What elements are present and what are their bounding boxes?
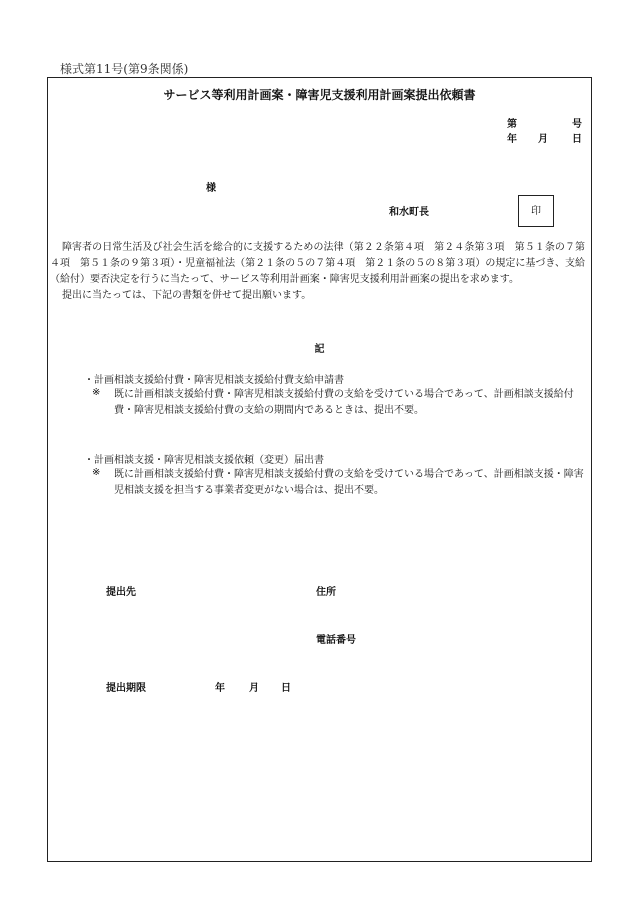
- deadline-month: 月: [249, 683, 259, 694]
- issuer-name: 和水町長: [389, 207, 429, 218]
- deadline-label: 提出期限: [106, 683, 146, 694]
- document-title: サービス等利用計画案・障害児支援利用計画案提出依頼書: [163, 88, 476, 102]
- deadline-year: 年: [215, 683, 225, 694]
- document-frame: [47, 77, 592, 862]
- body-text: [50, 240, 585, 304]
- addressee-suffix: 様: [206, 183, 216, 194]
- body-paragraph-2: 提出に当たっては、下記の書類を併せて提出願います。: [62, 290, 312, 301]
- item-1-note: 既に計画相談支援給付費・障害児相談支援給付費の支給を受けている場合であって、計画相談支援給付費・障害児相談支援給付費の支給の期間内であるときは、提出不要。: [114, 389, 574, 416]
- item-2-note-mark: ※: [92, 467, 101, 478]
- address-label: 住所: [316, 587, 336, 598]
- date-month: 月: [538, 134, 548, 145]
- body-paragraph-1: 障害者の日常生活及び社会生活を総合的に支援するための法律（第２２条第４項 第２４条第３項 第５１条の７第４項 第５１条の９第３項）・児童福祉法（第２１条の５の７第４項 第２１条の５の８第３項）の規定に基づき、支給（給付）要否決定を行うに当たって、サービス等利用計画案・障害児支援利用計画案の提出を求めます。: [50, 242, 585, 285]
- item-2-note: 既に計画相談支援給付費・障害児相談支援給付費の支給を受けている場合であって、計画相談支援・障害児相談支援を担当する事業者変更がない場合は、提出不要。: [114, 469, 584, 496]
- ki-heading: 記: [314, 344, 325, 355]
- destination-label: 提出先: [106, 587, 136, 598]
- phone-label: 電話番号: [316, 635, 356, 646]
- number-dai: 第: [507, 119, 517, 130]
- seal-box: 印: [518, 195, 554, 227]
- date-year: 年: [507, 134, 517, 145]
- form-number-label: 様式第11号(第9条関係): [60, 62, 189, 76]
- item-1-note-mark: ※: [92, 387, 101, 398]
- item-2-title: ・計画相談支援・障害児相談支援依頼（変更）届出書: [84, 455, 324, 466]
- date-day: 日: [572, 134, 582, 145]
- number-go: 号: [572, 119, 582, 130]
- deadline-day: 日: [281, 683, 291, 694]
- item-1-title: ・計画相談支援給付費・障害児相談支援給付費支給申請書: [84, 375, 344, 386]
